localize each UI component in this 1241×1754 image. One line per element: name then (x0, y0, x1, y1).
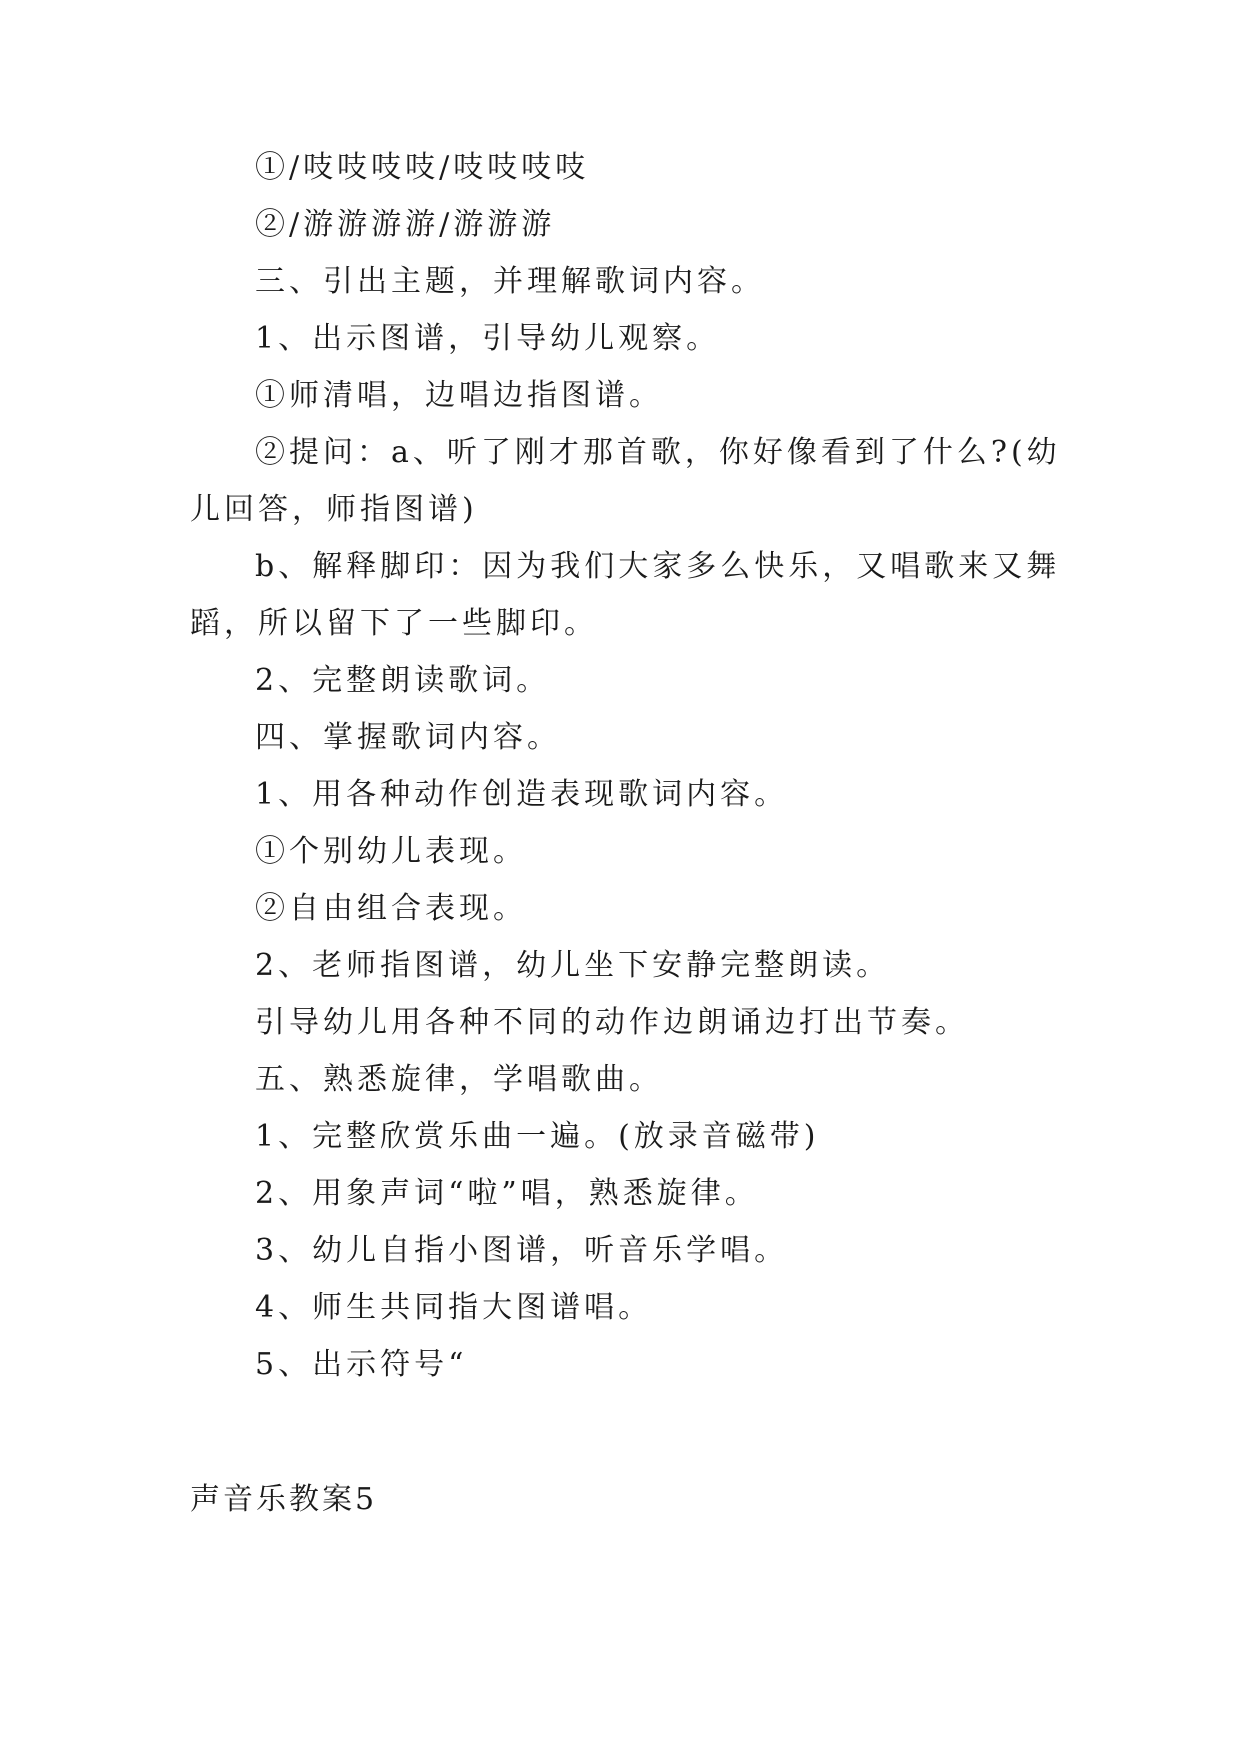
section-heading: 四、掌握歌词内容。 (255, 720, 561, 755)
section-heading: 五、熟悉旋律，学唱歌曲。 (255, 1062, 663, 1097)
text-line: 5、出示符号“ (255, 1347, 468, 1382)
text-line: 3、幼儿自指小图谱，听音乐学唱。 (255, 1233, 789, 1268)
text-line: 儿回答，师指图谱) (190, 492, 478, 527)
text-line: 2、完整朗读歌词。 (255, 663, 551, 698)
text-line: ①师清唱，边唱边指图谱。 (255, 378, 663, 413)
text-line: 2、老师指图谱，幼儿坐下安静完整朗读。 (255, 948, 891, 983)
text-line: 4、师生共同指大图谱唱。 (255, 1290, 653, 1325)
text-line: ①个别幼儿表现。 (255, 834, 527, 869)
text-line: ①/吱吱吱吱/吱吱吱吱 (255, 150, 590, 185)
text-line: 1、完整欣赏乐曲一遍。(放录音磁带) (255, 1119, 820, 1154)
text-line: 1、出示图谱，引导幼儿观察。 (255, 321, 721, 356)
text-line: 1、用各种动作创造表现歌词内容。 (255, 777, 789, 812)
text-line: ②自由组合表现。 (255, 891, 527, 926)
text-line: ②/游游游游/游游游 (255, 207, 556, 242)
text-line: 2、用象声词“啦”唱，熟悉旋律。 (255, 1176, 759, 1211)
text-line: b、解释脚印：因为我们大家多么快乐，又唱歌来又舞 (255, 549, 1061, 584)
section-heading: 三、引出主题，并理解歌词内容。 (255, 264, 765, 299)
next-section-title: 声音乐教案5 (190, 1482, 378, 1517)
text-line: 引导幼儿用各种不同的动作边朗诵边打出节奏。 (255, 1005, 969, 1040)
text-line: ②提问：a、听了刚才那首歌，你好像看到了什么?(幼 (255, 435, 1061, 470)
text-line: 蹈，所以留下了一些脚印。 (190, 606, 598, 641)
